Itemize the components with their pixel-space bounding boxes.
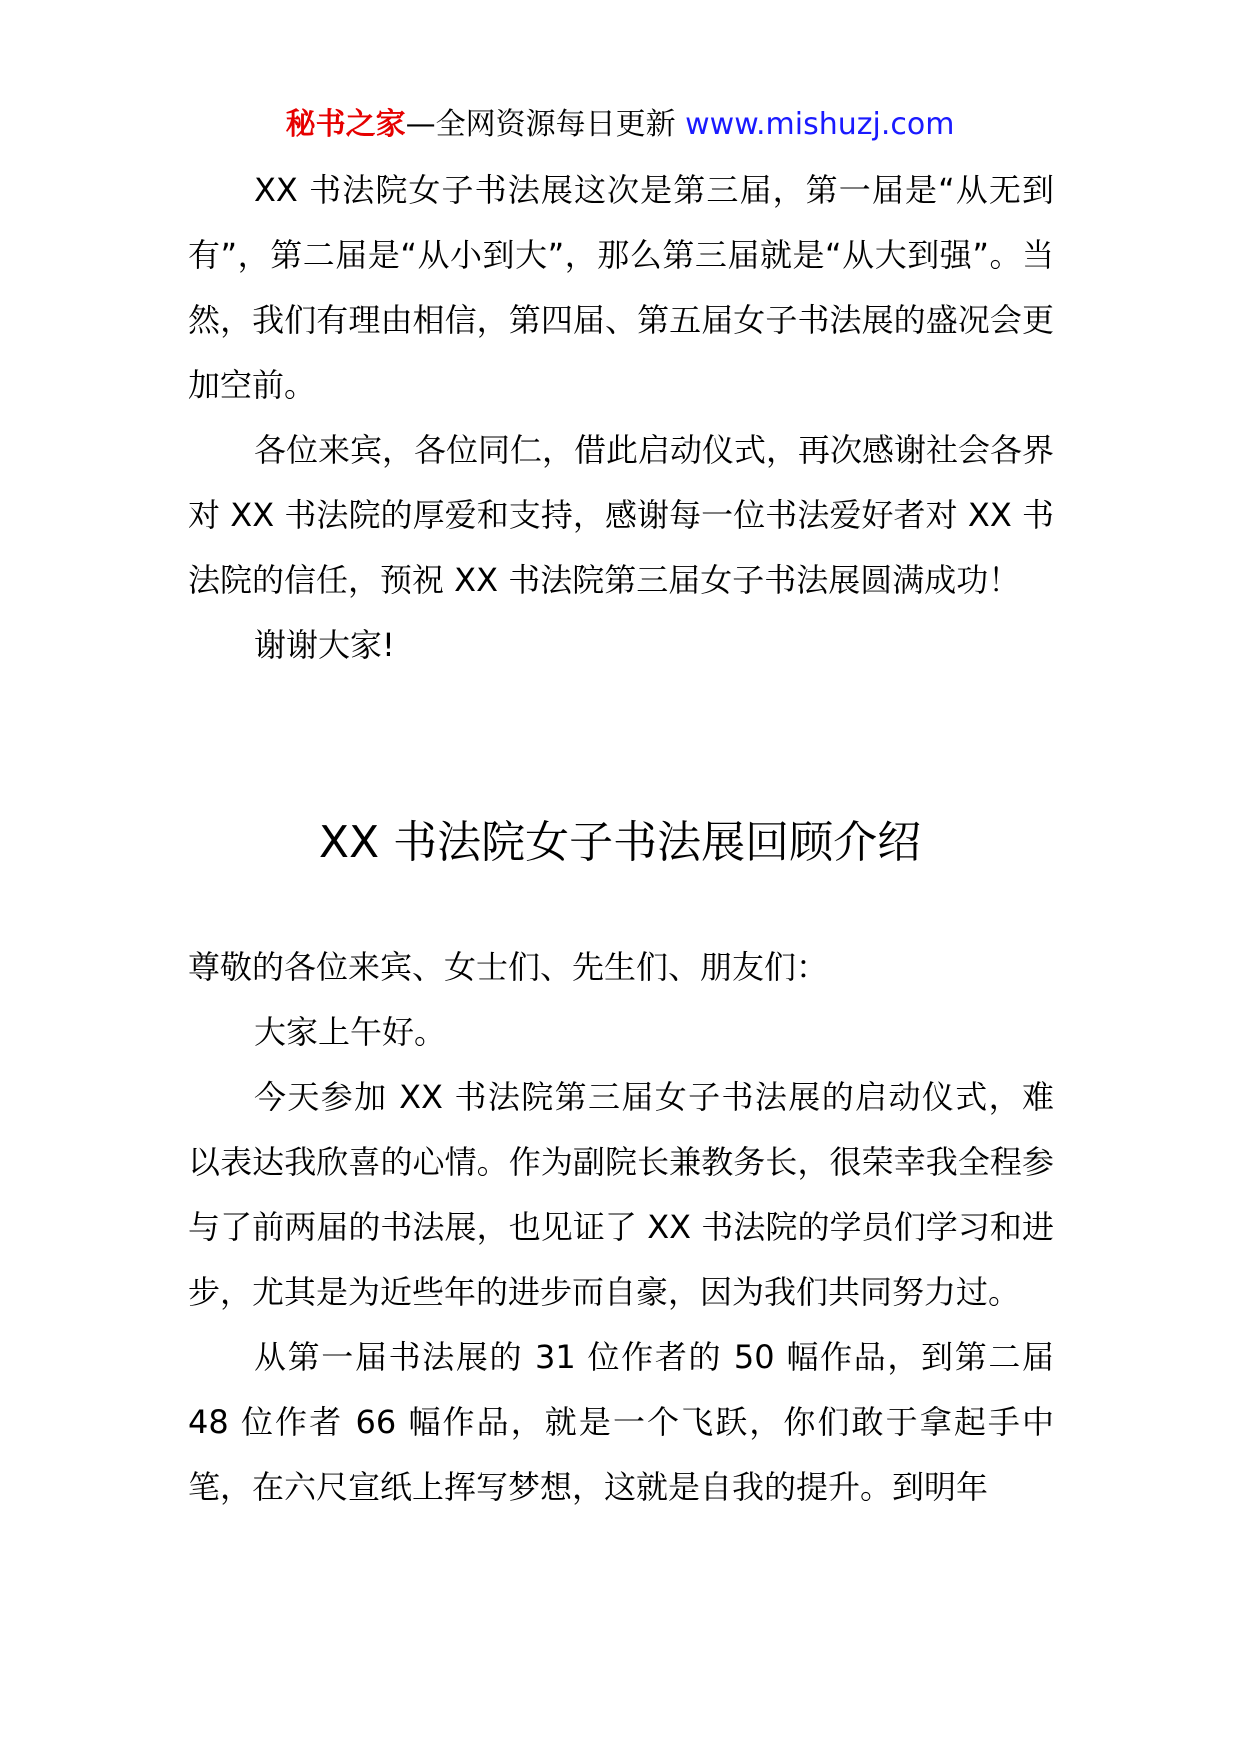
document-title: XX 书法院女子书法展回顾介绍	[318, 817, 922, 868]
section-1	[188, 158, 1054, 678]
paragraph: 谢谢大家!	[254, 626, 395, 664]
header-slogan: —全网资源每日更新	[405, 107, 686, 142]
paragraph: 大家上午好。	[254, 1013, 447, 1051]
paragraph: 从第一届书法展的 31 位作者的 50 幅作品，到第二届 48 位作者 66 幅作品，就是一个飞跃，你们敢于拿起手中笔，在六尺宣纸上挥写梦想，这就是自我的提升。到明年	[188, 1338, 1054, 1506]
paragraph: XX 书法院女子书法展这次是第三届，第一届是“从无到有”，第二届是“从小到大”，那么第三届就是“从大到强”。当然，我们有理由相信，第四届、第五届女子书法展的盛况会更加空前。	[188, 171, 1054, 404]
page-header	[0, 103, 1240, 147]
section-2	[188, 935, 1054, 1520]
paragraph: 今天参加 XX 书法院第三届女子书法展的启动仪式，难以表达我欣喜的心情。作为副院长兼教务长，很荣幸我全程参与了前两届的书法展，也见证了 XX 书法院的学员们学习和进步，尤其是为近些年的进步而自豪，因为我们共同努力过。	[188, 1078, 1054, 1311]
brand-name: 秘书之家	[285, 107, 406, 142]
salutation: 尊敬的各位来宾、女士们、先生们、朋友们：	[188, 948, 829, 986]
paragraph: 各位来宾，各位同仁，借此启动仪式，再次感谢社会各界对 XX 书法院的厚爱和支持，感谢每一位书法爱好者对 XX 书法院的信任，预祝 XX 书法院第三届女子书法展圆满成功！	[188, 431, 1055, 599]
website-link[interactable]: www.mishuzj.com	[685, 107, 955, 142]
